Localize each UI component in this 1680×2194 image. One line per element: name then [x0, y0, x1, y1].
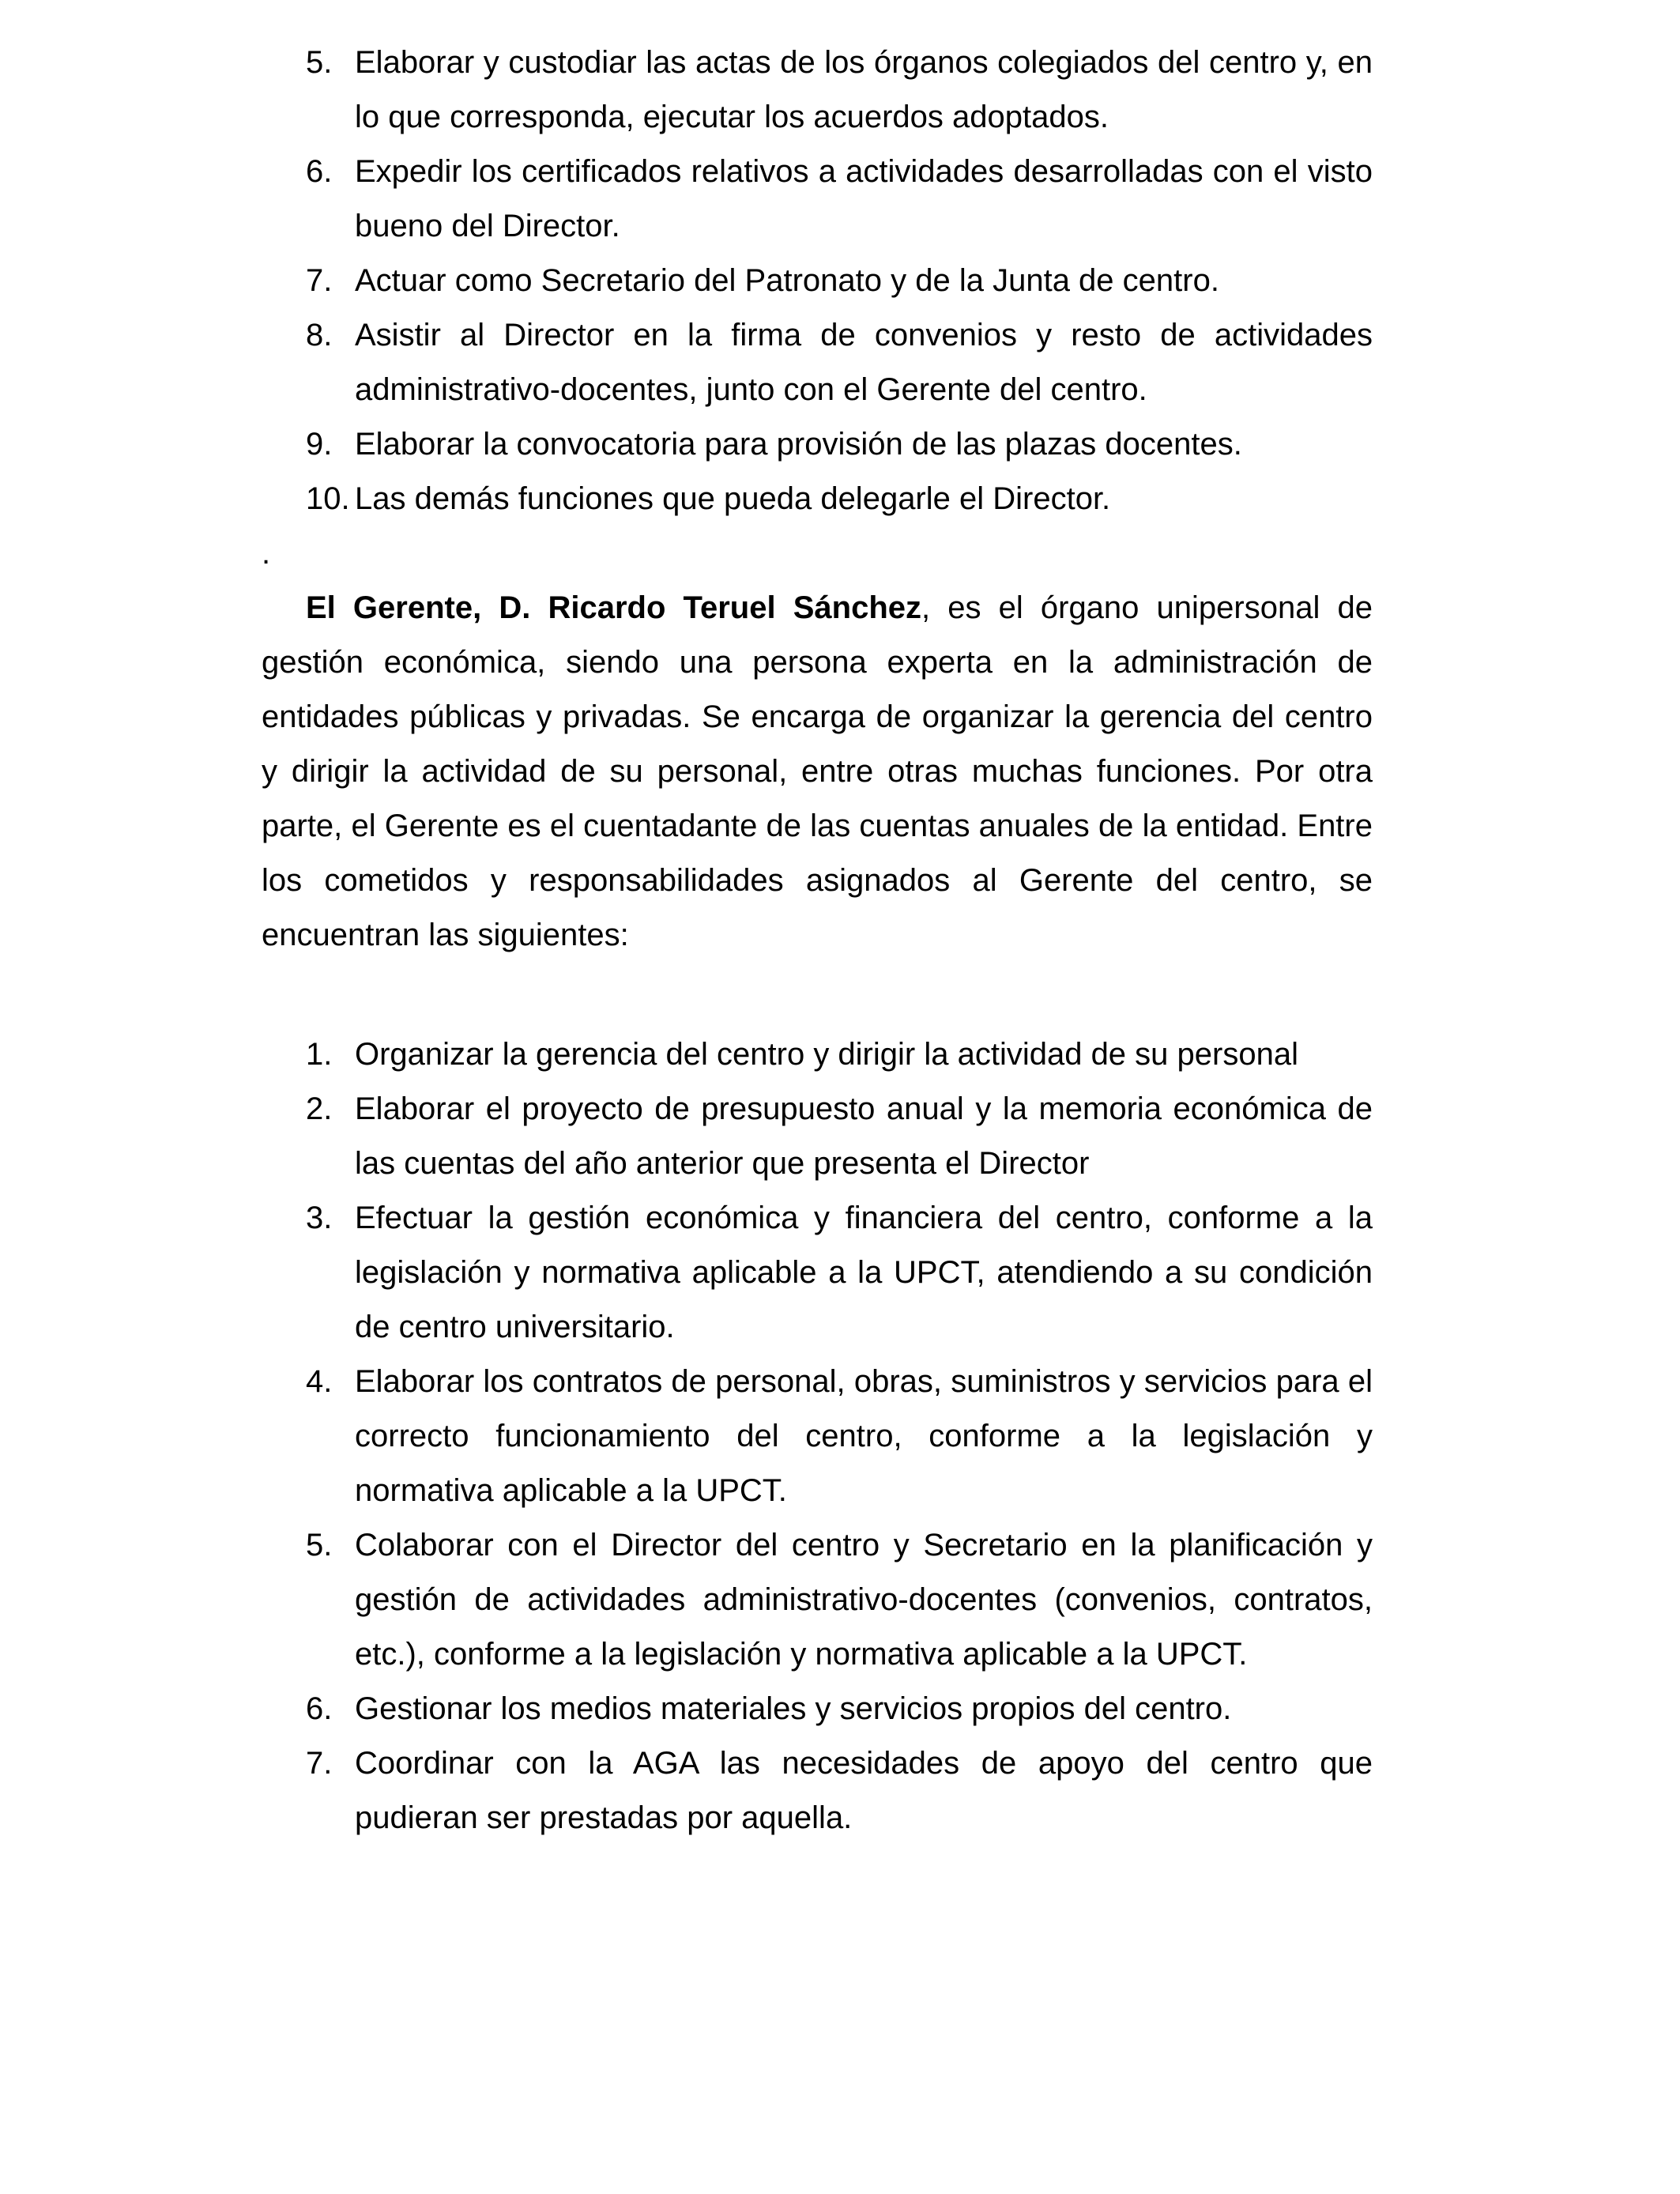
list-number: 7. [306, 1746, 333, 1781]
list-number: 4. [306, 1364, 333, 1399]
list-item [262, 417, 1373, 472]
list-text: Las demás funciones que pueda delegarle el Director. [355, 481, 1111, 516]
list-number: 7. [306, 263, 333, 298]
list-number: 10. [306, 481, 350, 516]
list-item [262, 1736, 1373, 1845]
list-number: 6. [306, 1691, 333, 1726]
list-number: 5. [306, 45, 333, 80]
document-body [262, 36, 1373, 1845]
list-number: 1. [306, 1037, 333, 1072]
list-item [262, 1518, 1373, 1682]
list-item [262, 254, 1373, 308]
list-item [262, 145, 1373, 254]
secretary-functions-list [262, 36, 1373, 526]
list-number: 8. [306, 318, 333, 352]
list-text: Elaborar los contratos de personal, obras, suministros y servicios para el correcto funcionamiento del centro, conforme a la legislación y normativa aplicable a la UPCT. [355, 1364, 1373, 1508]
list-text: Organizar la gerencia del centro y dirigir la actividad de su personal [355, 1037, 1298, 1072]
separator-dot: . [262, 536, 271, 571]
gerente-name: El Gerente, D. Ricardo Teruel Sánchez [306, 590, 921, 625]
gerente-functions-list [262, 1027, 1373, 1845]
list-text: Efectuar la gestión económica y financiera del centro, conforme a la legislación y normativa aplicable a la UPCT, atendiendo a su condición de centro universitario. [355, 1201, 1373, 1344]
list-text: Coordinar con la AGA las necesidades de apoyo del centro que pudieran ser prestadas por aquella. [355, 1746, 1373, 1835]
list-text: Gestionar los medios materiales y servicios propios del centro. [355, 1691, 1232, 1726]
list-item [262, 1027, 1373, 1082]
list-text: Expedir los certificados relativos a actividades desarrolladas con el visto bueno del Director. [355, 154, 1373, 243]
list-number: 9. [306, 427, 333, 462]
list-item [262, 308, 1373, 417]
list-number: 5. [306, 1528, 333, 1563]
list-number: 3. [306, 1201, 333, 1235]
list-number: 2. [306, 1091, 333, 1126]
spacer [262, 963, 1373, 1027]
list-item [262, 1191, 1373, 1355]
list-item [262, 1082, 1373, 1191]
list-text: Asistir al Director en la firma de convenios y resto de actividades administrativo-docentes, junto con el Gerente del centro. [355, 318, 1373, 407]
list-item [262, 1682, 1373, 1736]
list-text: Colaborar con el Director del centro y Secretario en la planificación y gestión de actividades administrativo-docentes (convenios, contratos, etc.), conforme a la legislación y normativa aplicable a la UPCT. [355, 1528, 1373, 1672]
list-text: Elaborar el proyecto de presupuesto anual y la memoria económica de las cuentas del año anterior que presenta el Director [355, 1091, 1373, 1181]
gerente-paragraph [262, 581, 1373, 963]
list-item [262, 1355, 1373, 1518]
gerente-description: , es el órgano unipersonal de gestión económica, siendo una persona experta en la administración de entidades públicas y privadas. Se encarga de organizar la gerencia del centro y dirigir la actividad de su personal, entre otras muchas funciones. Por otra parte, el Gerente es el cuentadante de las cuentas anuales de la entidad. Entre los cometidos y responsabilidades asignados al Gerente del centro, se encuentran las siguientes: [262, 590, 1373, 952]
list-item [262, 36, 1373, 145]
list-text: Elaborar y custodiar las actas de los órganos colegiados del centro y, en lo que corresponda, ejecutar los acuerdos adoptados. [355, 45, 1373, 134]
list-text: Elaborar la convocatoria para provisión de las plazas docentes. [355, 427, 1242, 462]
list-number: 6. [306, 154, 333, 189]
list-text: Actuar como Secretario del Patronato y de la Junta de centro. [355, 263, 1219, 298]
list-item [262, 472, 1373, 526]
